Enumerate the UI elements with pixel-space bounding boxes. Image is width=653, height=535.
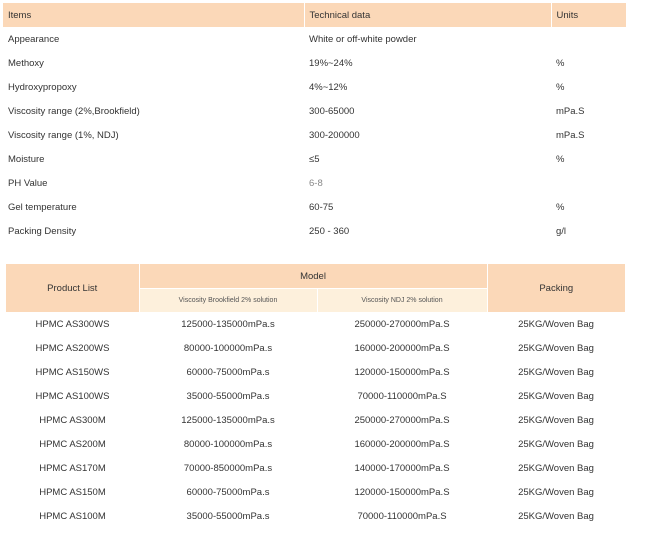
- specs-row: [3, 219, 626, 243]
- spec-value: 300-65000: [309, 105, 355, 117]
- product-row: [6, 432, 625, 456]
- specs-row: [3, 195, 626, 219]
- product-row: [6, 480, 625, 504]
- product-brookfield: 35000-55000mPa.s: [186, 510, 270, 522]
- product-ndj: 160000-200000mPa.S: [354, 342, 450, 354]
- spec-unit: mPa.S: [556, 129, 585, 141]
- product-name: HPMC AS150M: [39, 486, 106, 498]
- product-ndj: 160000-200000mPa.S: [354, 438, 450, 450]
- product-row: [6, 408, 625, 432]
- product-row: [6, 504, 625, 528]
- specs-row: [3, 75, 626, 99]
- product-packing: 25KG/Woven Bag: [518, 342, 594, 354]
- product-brookfield: 80000-100000mPa.s: [183, 342, 273, 354]
- product-brookfield: 35000-55000mPa.s: [186, 390, 270, 402]
- product-name: HPMC AS200M: [39, 438, 106, 450]
- spec-value: White or off-white powder: [309, 33, 417, 45]
- product-packing: 25KG/Woven Bag: [518, 366, 594, 378]
- product-packing: 25KG/Woven Bag: [518, 390, 594, 402]
- products-header-row: [6, 264, 625, 289]
- subheader-brookfield: Viscosity Brookfield 2% solution: [139, 289, 317, 313]
- specs-row: [3, 27, 626, 51]
- product-ndj: 70000-110000mPa.S: [357, 510, 447, 522]
- spec-unit: [551, 27, 626, 51]
- product-ndj: 70000-110000mPa.S: [357, 390, 447, 402]
- product-brookfield: 70000-850000mPa.s: [183, 462, 273, 474]
- product-packing: 25KG/Woven Bag: [518, 438, 594, 450]
- spec-item: PH Value: [8, 177, 48, 189]
- product-brookfield: 80000-100000mPa.s: [183, 438, 273, 450]
- product-name: HPMC AS100WS: [35, 390, 110, 402]
- specs-row: [3, 171, 626, 195]
- product-ndj: 120000-150000mPa.S: [354, 486, 450, 498]
- product-name: HPMC AS300WS: [35, 318, 110, 330]
- product-row: [6, 456, 625, 480]
- header-packing: Packing: [487, 264, 625, 312]
- spec-item: Viscosity range (2%,Brookfield): [8, 105, 140, 117]
- spec-value: ≤5: [309, 153, 320, 165]
- product-name: HPMC AS300M: [39, 414, 106, 426]
- spec-unit: [551, 171, 626, 195]
- product-row: [6, 312, 625, 336]
- spec-unit: %: [556, 153, 565, 165]
- spec-item: Methoxy: [8, 57, 44, 69]
- spec-item: Appearance: [8, 33, 60, 45]
- products-table: [6, 264, 625, 528]
- product-brookfield: 125000-135000mPa.s: [181, 414, 275, 426]
- product-packing: 25KG/Woven Bag: [518, 486, 594, 498]
- header-model: Model: [139, 264, 487, 289]
- product-ndj: 140000-170000mPa.S: [354, 462, 450, 474]
- specs-header-technical-data: Technical data: [304, 3, 551, 27]
- product-name: HPMC AS150WS: [35, 366, 110, 378]
- spec-item: Hydroxypropoxy: [8, 81, 77, 93]
- specs-row: [3, 51, 626, 75]
- product-row: [6, 384, 625, 408]
- specs-header-row: [3, 3, 626, 27]
- product-brookfield: 60000-75000mPa.s: [186, 486, 270, 498]
- product-packing: 25KG/Woven Bag: [518, 414, 594, 426]
- specs-header-units: Units: [551, 3, 626, 27]
- specs-table: [3, 3, 626, 243]
- spec-item: Moisture: [8, 153, 45, 165]
- header-product-list: Product List: [6, 264, 139, 312]
- product-brookfield: 125000-135000mPa.s: [181, 318, 275, 330]
- specs-header-items: Items: [3, 3, 304, 27]
- spec-unit: %: [556, 81, 565, 93]
- spec-unit: %: [556, 57, 565, 69]
- product-ndj: 120000-150000mPa.S: [354, 366, 450, 378]
- spec-value: 6-8: [309, 177, 323, 189]
- product-brookfield: 60000-75000mPa.s: [186, 366, 270, 378]
- spec-unit: g/l: [556, 225, 567, 237]
- specs-row: [3, 147, 626, 171]
- product-ndj: 250000-270000mPa.S: [354, 414, 450, 426]
- spec-value: 60-75: [309, 201, 334, 213]
- spec-unit: mPa.S: [556, 105, 585, 117]
- product-ndj: 250000-270000mPa.S: [354, 318, 450, 330]
- spec-item: Viscosity range (1%, NDJ): [8, 129, 119, 141]
- product-name: HPMC AS100M: [39, 510, 106, 522]
- spec-value: 250 - 360: [309, 225, 350, 237]
- spec-value: 19%~24%: [309, 57, 353, 69]
- product-row: [6, 336, 625, 360]
- subheader-ndj: Viscosity NDJ 2% solution: [317, 289, 487, 313]
- specs-row: [3, 99, 626, 123]
- specs-row: [3, 123, 626, 147]
- product-name: HPMC AS200WS: [35, 342, 110, 354]
- spec-unit: %: [556, 201, 565, 213]
- spec-value: 300-200000: [309, 129, 360, 141]
- spec-value: 4%~12%: [309, 81, 348, 93]
- product-packing: 25KG/Woven Bag: [518, 318, 594, 330]
- product-packing: 25KG/Woven Bag: [518, 462, 594, 474]
- product-row: [6, 360, 625, 384]
- spec-item: Packing Density: [8, 225, 77, 237]
- spec-item: Gel temperature: [8, 201, 77, 213]
- product-packing: 25KG/Woven Bag: [518, 510, 594, 522]
- product-name: HPMC AS170M: [39, 462, 106, 474]
